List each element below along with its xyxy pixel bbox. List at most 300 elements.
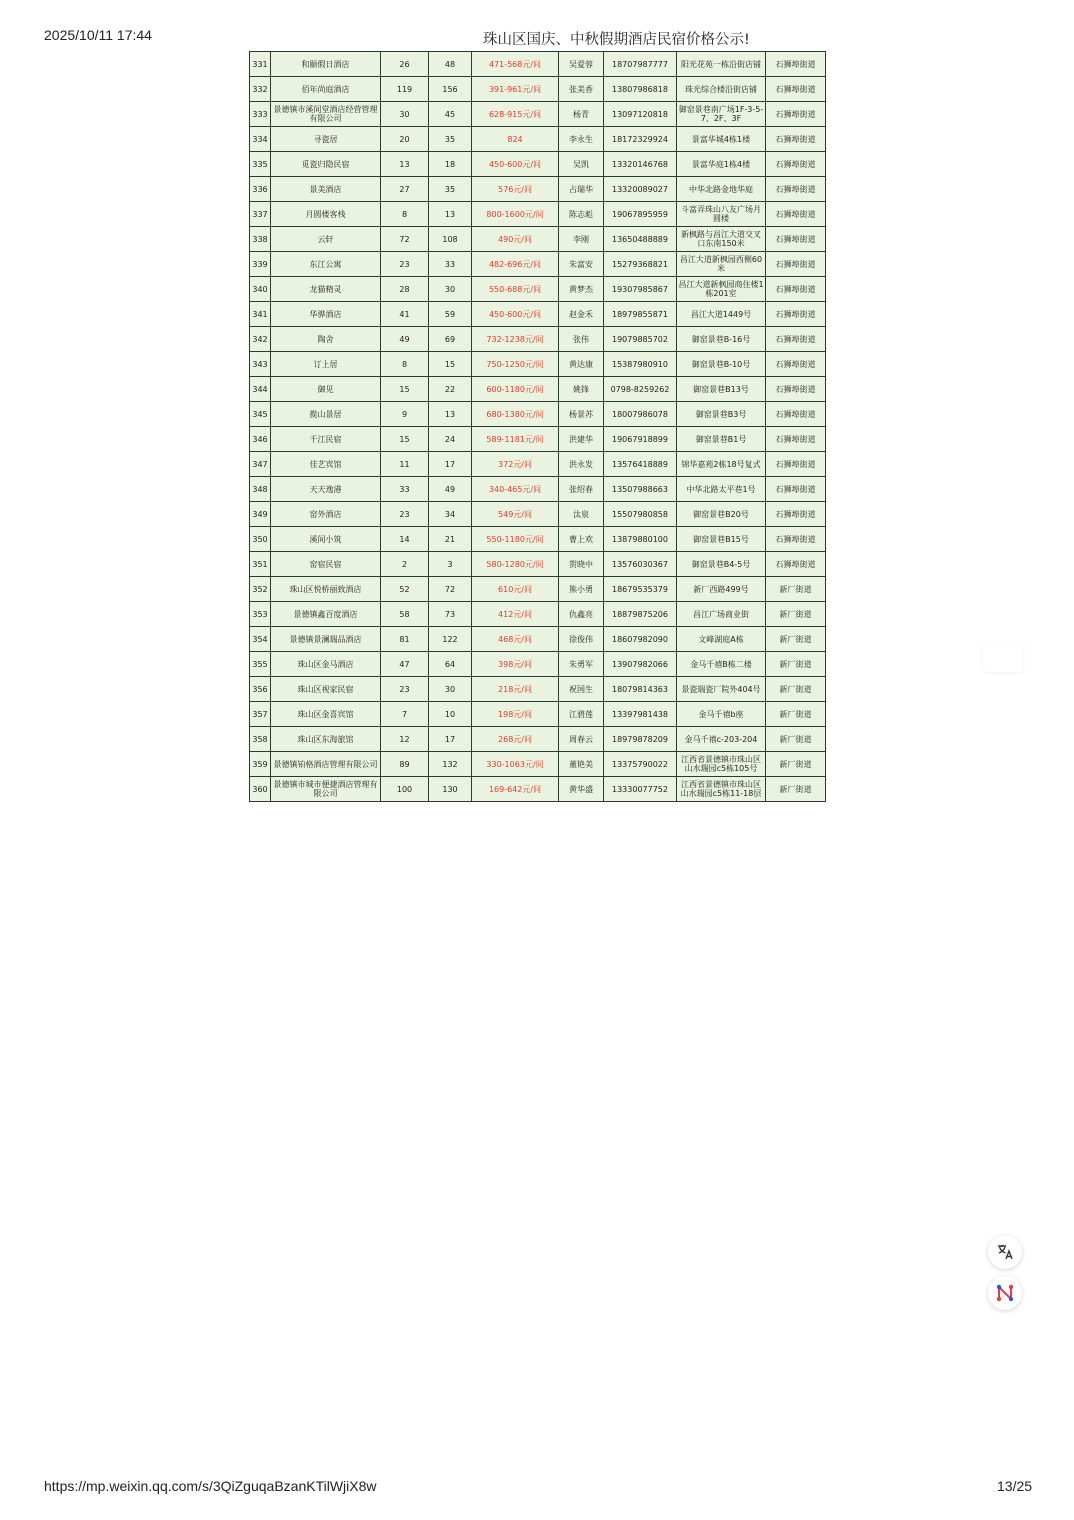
- cell-bed-count: 13: [429, 202, 472, 227]
- hotel-price-table: [249, 51, 826, 802]
- cell-contact-person: 赵金禾: [559, 302, 604, 327]
- cell-hotel-name: 龙猫精灵: [271, 277, 381, 302]
- cell-hotel-name: 景德镇市城市便捷酒店管理有限公司: [271, 777, 381, 802]
- cell-hotel-name: 东江公寓: [271, 252, 381, 277]
- cell-price: 412元/间: [472, 602, 559, 627]
- cell-contact-person: 洪永发: [559, 452, 604, 477]
- cell-row-no: 334: [250, 127, 271, 152]
- cell-room-count: 23: [381, 677, 429, 702]
- cell-phone: 18607982090: [604, 627, 677, 652]
- cell-street: 石狮埠街道: [766, 427, 826, 452]
- cell-hotel-name: 窑宿民宿: [271, 552, 381, 577]
- cell-row-no: 355: [250, 652, 271, 677]
- cell-room-count: 8: [381, 202, 429, 227]
- cell-room-count: 49: [381, 327, 429, 352]
- cell-row-no: 353: [250, 602, 271, 627]
- cell-street: 石狮埠街道: [766, 77, 826, 102]
- cell-hotel-name: 珠山区东海旅馆: [271, 727, 381, 752]
- cell-bed-count: 21: [429, 527, 472, 552]
- cell-contact-person: 杨景苏: [559, 402, 604, 427]
- cell-phone: 19079885702: [604, 327, 677, 352]
- network-app-button[interactable]: [988, 1276, 1022, 1310]
- cell-address: 文峰湖庭A栋: [677, 627, 766, 652]
- cell-address: 新枫路与昌江大道交叉口东南150米: [677, 227, 766, 252]
- cell-address: 御窑景巷南广场1F-3-5-7、2F、3F: [677, 102, 766, 127]
- cell-contact-person: 吴凯: [559, 152, 604, 177]
- cell-hotel-name: 景德镇铂格酒店管理有限公司: [271, 752, 381, 777]
- cell-contact-person: 黄华盛: [559, 777, 604, 802]
- cell-price: 450-600元/间: [472, 302, 559, 327]
- cell-bed-count: 18: [429, 152, 472, 177]
- page-number: 13/25: [997, 1478, 1033, 1494]
- cell-phone: 13330077752: [604, 777, 677, 802]
- cell-street: 新厂街道: [766, 677, 826, 702]
- cell-street: 石狮埠街道: [766, 477, 826, 502]
- cell-price: 330-1063元/间: [472, 752, 559, 777]
- cell-hotel-name: 云轩: [271, 227, 381, 252]
- cell-bed-count: 59: [429, 302, 472, 327]
- cell-bed-count: 33: [429, 252, 472, 277]
- cell-phone: 13320146768: [604, 152, 677, 177]
- cell-room-count: 27: [381, 177, 429, 202]
- cell-row-no: 357: [250, 702, 271, 727]
- cell-street: 石狮埠街道: [766, 327, 826, 352]
- cell-phone: 13507988663: [604, 477, 677, 502]
- cell-bed-count: 13: [429, 402, 472, 427]
- cell-hotel-name: 窑外酒店: [271, 502, 381, 527]
- cell-room-count: 23: [381, 252, 429, 277]
- cell-phone: 13650488889: [604, 227, 677, 252]
- table-row: [250, 602, 826, 627]
- cell-bed-count: 17: [429, 452, 472, 477]
- cell-street: 新厂街道: [766, 627, 826, 652]
- cell-street: 石狮埠街道: [766, 127, 826, 152]
- cell-room-count: 58: [381, 602, 429, 627]
- cell-row-no: 359: [250, 752, 271, 777]
- cell-bed-count: 73: [429, 602, 472, 627]
- cell-bed-count: 130: [429, 777, 472, 802]
- cell-price: 628-915元/间: [472, 102, 559, 127]
- cell-row-no: 338: [250, 227, 271, 252]
- cell-address: 锦华嘉苑2栋18号复式: [677, 452, 766, 477]
- cell-price: 800-1600元/间: [472, 202, 559, 227]
- cell-address: 斗富弄珠山八友广场月圆楼: [677, 202, 766, 227]
- cell-street: 石狮埠街道: [766, 527, 826, 552]
- cell-row-no: 352: [250, 577, 271, 602]
- cell-price: 268元/间: [472, 727, 559, 752]
- cell-contact-person: 黄达康: [559, 352, 604, 377]
- cell-address: 御窑景巷B15号: [677, 527, 766, 552]
- cell-row-no: 336: [250, 177, 271, 202]
- cell-street: 石狮埠街道: [766, 277, 826, 302]
- cell-hotel-name: 景德镇景澜瑞品酒店: [271, 627, 381, 652]
- cell-hotel-name: 景美酒店: [271, 177, 381, 202]
- table-row: [250, 677, 826, 702]
- cell-room-count: 2: [381, 552, 429, 577]
- table-row: [250, 277, 826, 302]
- cell-room-count: 11: [381, 452, 429, 477]
- cell-hotel-name: 揽山景居: [271, 402, 381, 427]
- cell-bed-count: 10: [429, 702, 472, 727]
- cell-street: 新厂街道: [766, 777, 826, 802]
- table-row: [250, 477, 826, 502]
- cell-bed-count: 48: [429, 52, 472, 77]
- cell-street: 石狮埠街道: [766, 402, 826, 427]
- cell-row-no: 342: [250, 327, 271, 352]
- cell-address: 金马千禧B栋二楼: [677, 652, 766, 677]
- cell-room-count: 30: [381, 102, 429, 127]
- cell-row-no: 354: [250, 627, 271, 652]
- cell-address: 昌江大道新枫园商住楼1栋201室: [677, 277, 766, 302]
- cell-hotel-name: 陶舍: [271, 327, 381, 352]
- cell-street: 石狮埠街道: [766, 252, 826, 277]
- cell-price: 398元/间: [472, 652, 559, 677]
- cell-room-count: 14: [381, 527, 429, 552]
- cell-address: 御窑景巷B3号: [677, 402, 766, 427]
- cell-contact-person: 占瑞华: [559, 177, 604, 202]
- cell-street: 石狮埠街道: [766, 52, 826, 77]
- cell-hotel-name: 御见: [271, 377, 381, 402]
- cell-address: 御窑景巷B1号: [677, 427, 766, 452]
- cell-address: 江西省景德镇市珠山区山水瑞园c5栋105号: [677, 752, 766, 777]
- cell-row-no: 360: [250, 777, 271, 802]
- cell-address: 昌江大道新枫园西侧60米: [677, 252, 766, 277]
- cell-room-count: 100: [381, 777, 429, 802]
- cell-room-count: 81: [381, 627, 429, 652]
- cell-price: 471-568元/间: [472, 52, 559, 77]
- cell-bed-count: 49: [429, 477, 472, 502]
- cell-bed-count: 34: [429, 502, 472, 527]
- cell-row-no: 337: [250, 202, 271, 227]
- cell-bed-count: 132: [429, 752, 472, 777]
- cell-address: 御窑景巷B-16号: [677, 327, 766, 352]
- cell-street: 石狮埠街道: [766, 452, 826, 477]
- cell-room-count: 72: [381, 227, 429, 252]
- table-row: [250, 702, 826, 727]
- cell-phone: 15279368821: [604, 252, 677, 277]
- table-row: [250, 627, 826, 652]
- cell-contact-person: 姚锋: [559, 377, 604, 402]
- cell-price: 750-1250元/间: [472, 352, 559, 377]
- cell-street: 石狮埠街道: [766, 202, 826, 227]
- cell-contact-person: 陈志彪: [559, 202, 604, 227]
- cell-address: 景富华庭1栋4楼: [677, 152, 766, 177]
- cell-contact-person: 张伟: [559, 327, 604, 352]
- cell-street: 石狮埠街道: [766, 102, 826, 127]
- cell-address: 御窑景巷B20号: [677, 502, 766, 527]
- cell-room-count: 119: [381, 77, 429, 102]
- table-row: [250, 502, 826, 527]
- cell-row-no: 349: [250, 502, 271, 527]
- cell-hotel-name: 月圆楼客栈: [271, 202, 381, 227]
- cell-room-count: 13: [381, 152, 429, 177]
- cell-contact-person: 朱勇军: [559, 652, 604, 677]
- cell-row-no: 344: [250, 377, 271, 402]
- cell-contact-person: 杨青: [559, 102, 604, 127]
- cell-contact-person: 董艳美: [559, 752, 604, 777]
- cell-contact-person: 仇鑫亮: [559, 602, 604, 627]
- cell-street: 石狮埠街道: [766, 177, 826, 202]
- table-row: [250, 177, 826, 202]
- cell-contact-person: 徐俊伟: [559, 627, 604, 652]
- cell-phone: 13907982066: [604, 652, 677, 677]
- table-row: [250, 252, 826, 277]
- cell-phone: 18979855871: [604, 302, 677, 327]
- cell-room-count: 8: [381, 352, 429, 377]
- cell-price: 169-642元/间: [472, 777, 559, 802]
- cell-hotel-name: 觅瓷归隐民宿: [271, 152, 381, 177]
- cell-contact-person: 张绍春: [559, 477, 604, 502]
- cell-street: 新厂街道: [766, 652, 826, 677]
- cell-bed-count: 24: [429, 427, 472, 452]
- cell-row-no: 335: [250, 152, 271, 177]
- cell-street: 石狮埠街道: [766, 302, 826, 327]
- cell-bed-count: 3: [429, 552, 472, 577]
- cell-address: 珠光综合楼沿街店铺: [677, 77, 766, 102]
- cell-street: 新厂街道: [766, 752, 826, 777]
- page-url: https://mp.weixin.qq.com/s/3QiZguqaBzanKTilWjiX8w: [44, 1478, 377, 1494]
- cell-hotel-name: 天天逸港: [271, 477, 381, 502]
- cell-room-count: 26: [381, 52, 429, 77]
- cell-phone: 13397981438: [604, 702, 677, 727]
- cell-row-no: 345: [250, 402, 271, 427]
- network-app-icon: [995, 1283, 1015, 1303]
- table-row: [250, 102, 826, 127]
- cell-phone: 18007986078: [604, 402, 677, 427]
- table-row: [250, 452, 826, 477]
- cell-phone: 18079814363: [604, 677, 677, 702]
- table-row: [250, 52, 826, 77]
- cell-bed-count: 15: [429, 352, 472, 377]
- table-row: [250, 377, 826, 402]
- cell-room-count: 33: [381, 477, 429, 502]
- table-row: [250, 127, 826, 152]
- cell-room-count: 47: [381, 652, 429, 677]
- cell-hotel-name: 千江民宿: [271, 427, 381, 452]
- cell-room-count: 9: [381, 402, 429, 427]
- cell-row-no: 332: [250, 77, 271, 102]
- cell-hotel-name: 溪间小筑: [271, 527, 381, 552]
- cell-price: 340-465元/间: [472, 477, 559, 502]
- cell-room-count: 52: [381, 577, 429, 602]
- cell-bed-count: 69: [429, 327, 472, 352]
- table-row: [250, 752, 826, 777]
- page-title: 珠山区国庆、中秋假期酒店民宿价格公示!: [483, 32, 750, 48]
- cell-phone: 18172329924: [604, 127, 677, 152]
- cell-address: 御窑景巷B13号: [677, 377, 766, 402]
- cell-bed-count: 17: [429, 727, 472, 752]
- cell-price: 576元/间: [472, 177, 559, 202]
- cell-price: 600-1180元/间: [472, 377, 559, 402]
- cell-row-no: 333: [250, 102, 271, 127]
- table-row: [250, 402, 826, 427]
- cell-price: 824: [472, 127, 559, 152]
- cell-bed-count: 30: [429, 677, 472, 702]
- cell-price: 680-1380元/间: [472, 402, 559, 427]
- side-edge-tab[interactable]: [983, 642, 1023, 672]
- cell-phone: 18879875206: [604, 602, 677, 627]
- cell-street: 新厂街道: [766, 727, 826, 752]
- table-row: [250, 427, 826, 452]
- cell-street: 石狮埠街道: [766, 352, 826, 377]
- cell-address: 御窑景巷B4-5号: [677, 552, 766, 577]
- cell-contact-person: 祝国生: [559, 677, 604, 702]
- cell-price: 450-600元/间: [472, 152, 559, 177]
- translate-button[interactable]: [988, 1235, 1022, 1269]
- translate-icon: [996, 1243, 1014, 1261]
- cell-phone: 13576030367: [604, 552, 677, 577]
- cell-street: 新厂街道: [766, 702, 826, 727]
- cell-room-count: 41: [381, 302, 429, 327]
- table-row: [250, 527, 826, 552]
- cell-room-count: 7: [381, 702, 429, 727]
- cell-contact-person: 李刚: [559, 227, 604, 252]
- table-row: [250, 777, 826, 802]
- cell-bed-count: 64: [429, 652, 472, 677]
- cell-phone: 13576418889: [604, 452, 677, 477]
- cell-price: 468元/间: [472, 627, 559, 652]
- cell-hotel-name: 珠山区金马酒店: [271, 652, 381, 677]
- cell-row-no: 351: [250, 552, 271, 577]
- cell-address: 新厂西路499号: [677, 577, 766, 602]
- cell-address: 昌江大道1449号: [677, 302, 766, 327]
- cell-hotel-name: 景德镇市溪间堂酒店经营管理有限公司: [271, 102, 381, 127]
- cell-price: 482-696元/间: [472, 252, 559, 277]
- cell-phone: 18707987777: [604, 52, 677, 77]
- cell-phone: 13879880100: [604, 527, 677, 552]
- table-row: [250, 727, 826, 752]
- cell-address: 昌江广场商业街: [677, 602, 766, 627]
- cell-contact-person: 张美香: [559, 77, 604, 102]
- cell-street: 石狮埠街道: [766, 377, 826, 402]
- cell-price: 732-1238元/间: [472, 327, 559, 352]
- cell-hotel-name: 和颐假日酒店: [271, 52, 381, 77]
- cell-price: 372元/间: [472, 452, 559, 477]
- cell-address: 景瓷瑞瓷厂院外404号: [677, 677, 766, 702]
- cell-address: 江西省景德镇市珠山区山水瑞园c5栋11-18层: [677, 777, 766, 802]
- cell-price: 198元/间: [472, 702, 559, 727]
- cell-street: 石狮埠街道: [766, 152, 826, 177]
- cell-phone: 13807986818: [604, 77, 677, 102]
- cell-phone: 15387980910: [604, 352, 677, 377]
- cell-bed-count: 122: [429, 627, 472, 652]
- table-row: [250, 302, 826, 327]
- cell-row-no: 347: [250, 452, 271, 477]
- cell-price: 550-688元/间: [472, 277, 559, 302]
- cell-phone: 15507980858: [604, 502, 677, 527]
- cell-row-no: 339: [250, 252, 271, 277]
- cell-phone: 19067895959: [604, 202, 677, 227]
- cell-hotel-name: 珠山区悦桥丽致酒店: [271, 577, 381, 602]
- cell-room-count: 12: [381, 727, 429, 752]
- cell-price: 549元/间: [472, 502, 559, 527]
- cell-contact-person: 熊小勇: [559, 577, 604, 602]
- cell-address: 金马千禧c-203-204: [677, 727, 766, 752]
- table-row: [250, 202, 826, 227]
- cell-row-no: 331: [250, 52, 271, 77]
- cell-price: 391-961元/间: [472, 77, 559, 102]
- table-row: [250, 227, 826, 252]
- cell-phone: 19067918899: [604, 427, 677, 452]
- cell-row-no: 341: [250, 302, 271, 327]
- table-row: [250, 352, 826, 377]
- cell-phone: 19307985867: [604, 277, 677, 302]
- cell-contact-person: 朱富安: [559, 252, 604, 277]
- cell-bed-count: 156: [429, 77, 472, 102]
- cell-contact-person: 江碧莲: [559, 702, 604, 727]
- cell-hotel-name: 珠山区视家民宿: [271, 677, 381, 702]
- cell-room-count: 20: [381, 127, 429, 152]
- cell-room-count: 15: [381, 377, 429, 402]
- cell-bed-count: 108: [429, 227, 472, 252]
- cell-street: 石狮埠街道: [766, 502, 826, 527]
- cell-contact-person: 李永生: [559, 127, 604, 152]
- cell-row-no: 343: [250, 352, 271, 377]
- cell-hotel-name: 订上居: [271, 352, 381, 377]
- cell-room-count: 89: [381, 752, 429, 777]
- cell-hotel-name: 华骅酒店: [271, 302, 381, 327]
- cell-contact-person: 周春云: [559, 727, 604, 752]
- cell-address: 中华北路金地华庭: [677, 177, 766, 202]
- cell-phone: 13097120818: [604, 102, 677, 127]
- cell-price: 589-1181元/间: [472, 427, 559, 452]
- cell-hotel-name: 寻瓷居: [271, 127, 381, 152]
- cell-street: 新厂街道: [766, 602, 826, 627]
- cell-contact-person: 洪建华: [559, 427, 604, 452]
- cell-address: 中华北路太平巷1号: [677, 477, 766, 502]
- cell-phone: 13375790022: [604, 752, 677, 777]
- cell-row-no: 358: [250, 727, 271, 752]
- cell-bed-count: 30: [429, 277, 472, 302]
- cell-hotel-name: 佳艺宾馆: [271, 452, 381, 477]
- cell-room-count: 15: [381, 427, 429, 452]
- cell-row-no: 356: [250, 677, 271, 702]
- cell-room-count: 23: [381, 502, 429, 527]
- cell-street: 新厂街道: [766, 577, 826, 602]
- cell-price: 580-1280元/间: [472, 552, 559, 577]
- cell-street: 石狮埠街道: [766, 552, 826, 577]
- table-row: [250, 577, 826, 602]
- cell-contact-person: 汰泉: [559, 502, 604, 527]
- table-row: [250, 327, 826, 352]
- cell-phone: 18679535379: [604, 577, 677, 602]
- cell-phone: 0798-8259262: [604, 377, 677, 402]
- table-row: [250, 652, 826, 677]
- cell-bed-count: 35: [429, 177, 472, 202]
- cell-address: 金马千禧b座: [677, 702, 766, 727]
- cell-row-no: 348: [250, 477, 271, 502]
- cell-hotel-name: 佰年尚庭酒店: [271, 77, 381, 102]
- cell-contact-person: 曹上欢: [559, 527, 604, 552]
- cell-contact-person: 黄梦杰: [559, 277, 604, 302]
- cell-bed-count: 45: [429, 102, 472, 127]
- table-row: [250, 152, 826, 177]
- cell-phone: 18979878209: [604, 727, 677, 752]
- cell-row-no: 346: [250, 427, 271, 452]
- cell-price: 490元/间: [472, 227, 559, 252]
- cell-price: 610元/间: [472, 577, 559, 602]
- cell-phone: 13320089027: [604, 177, 677, 202]
- cell-contact-person: 贺晓中: [559, 552, 604, 577]
- cell-hotel-name: 景德镇鑫百度酒店: [271, 602, 381, 627]
- table-row: [250, 552, 826, 577]
- cell-room-count: 28: [381, 277, 429, 302]
- print-datetime: 2025/10/11 17:44: [44, 27, 152, 43]
- cell-row-no: 350: [250, 527, 271, 552]
- cell-contact-person: 吴爱蓉: [559, 52, 604, 77]
- cell-bed-count: 22: [429, 377, 472, 402]
- cell-hotel-name: 珠山区金喜宾馆: [271, 702, 381, 727]
